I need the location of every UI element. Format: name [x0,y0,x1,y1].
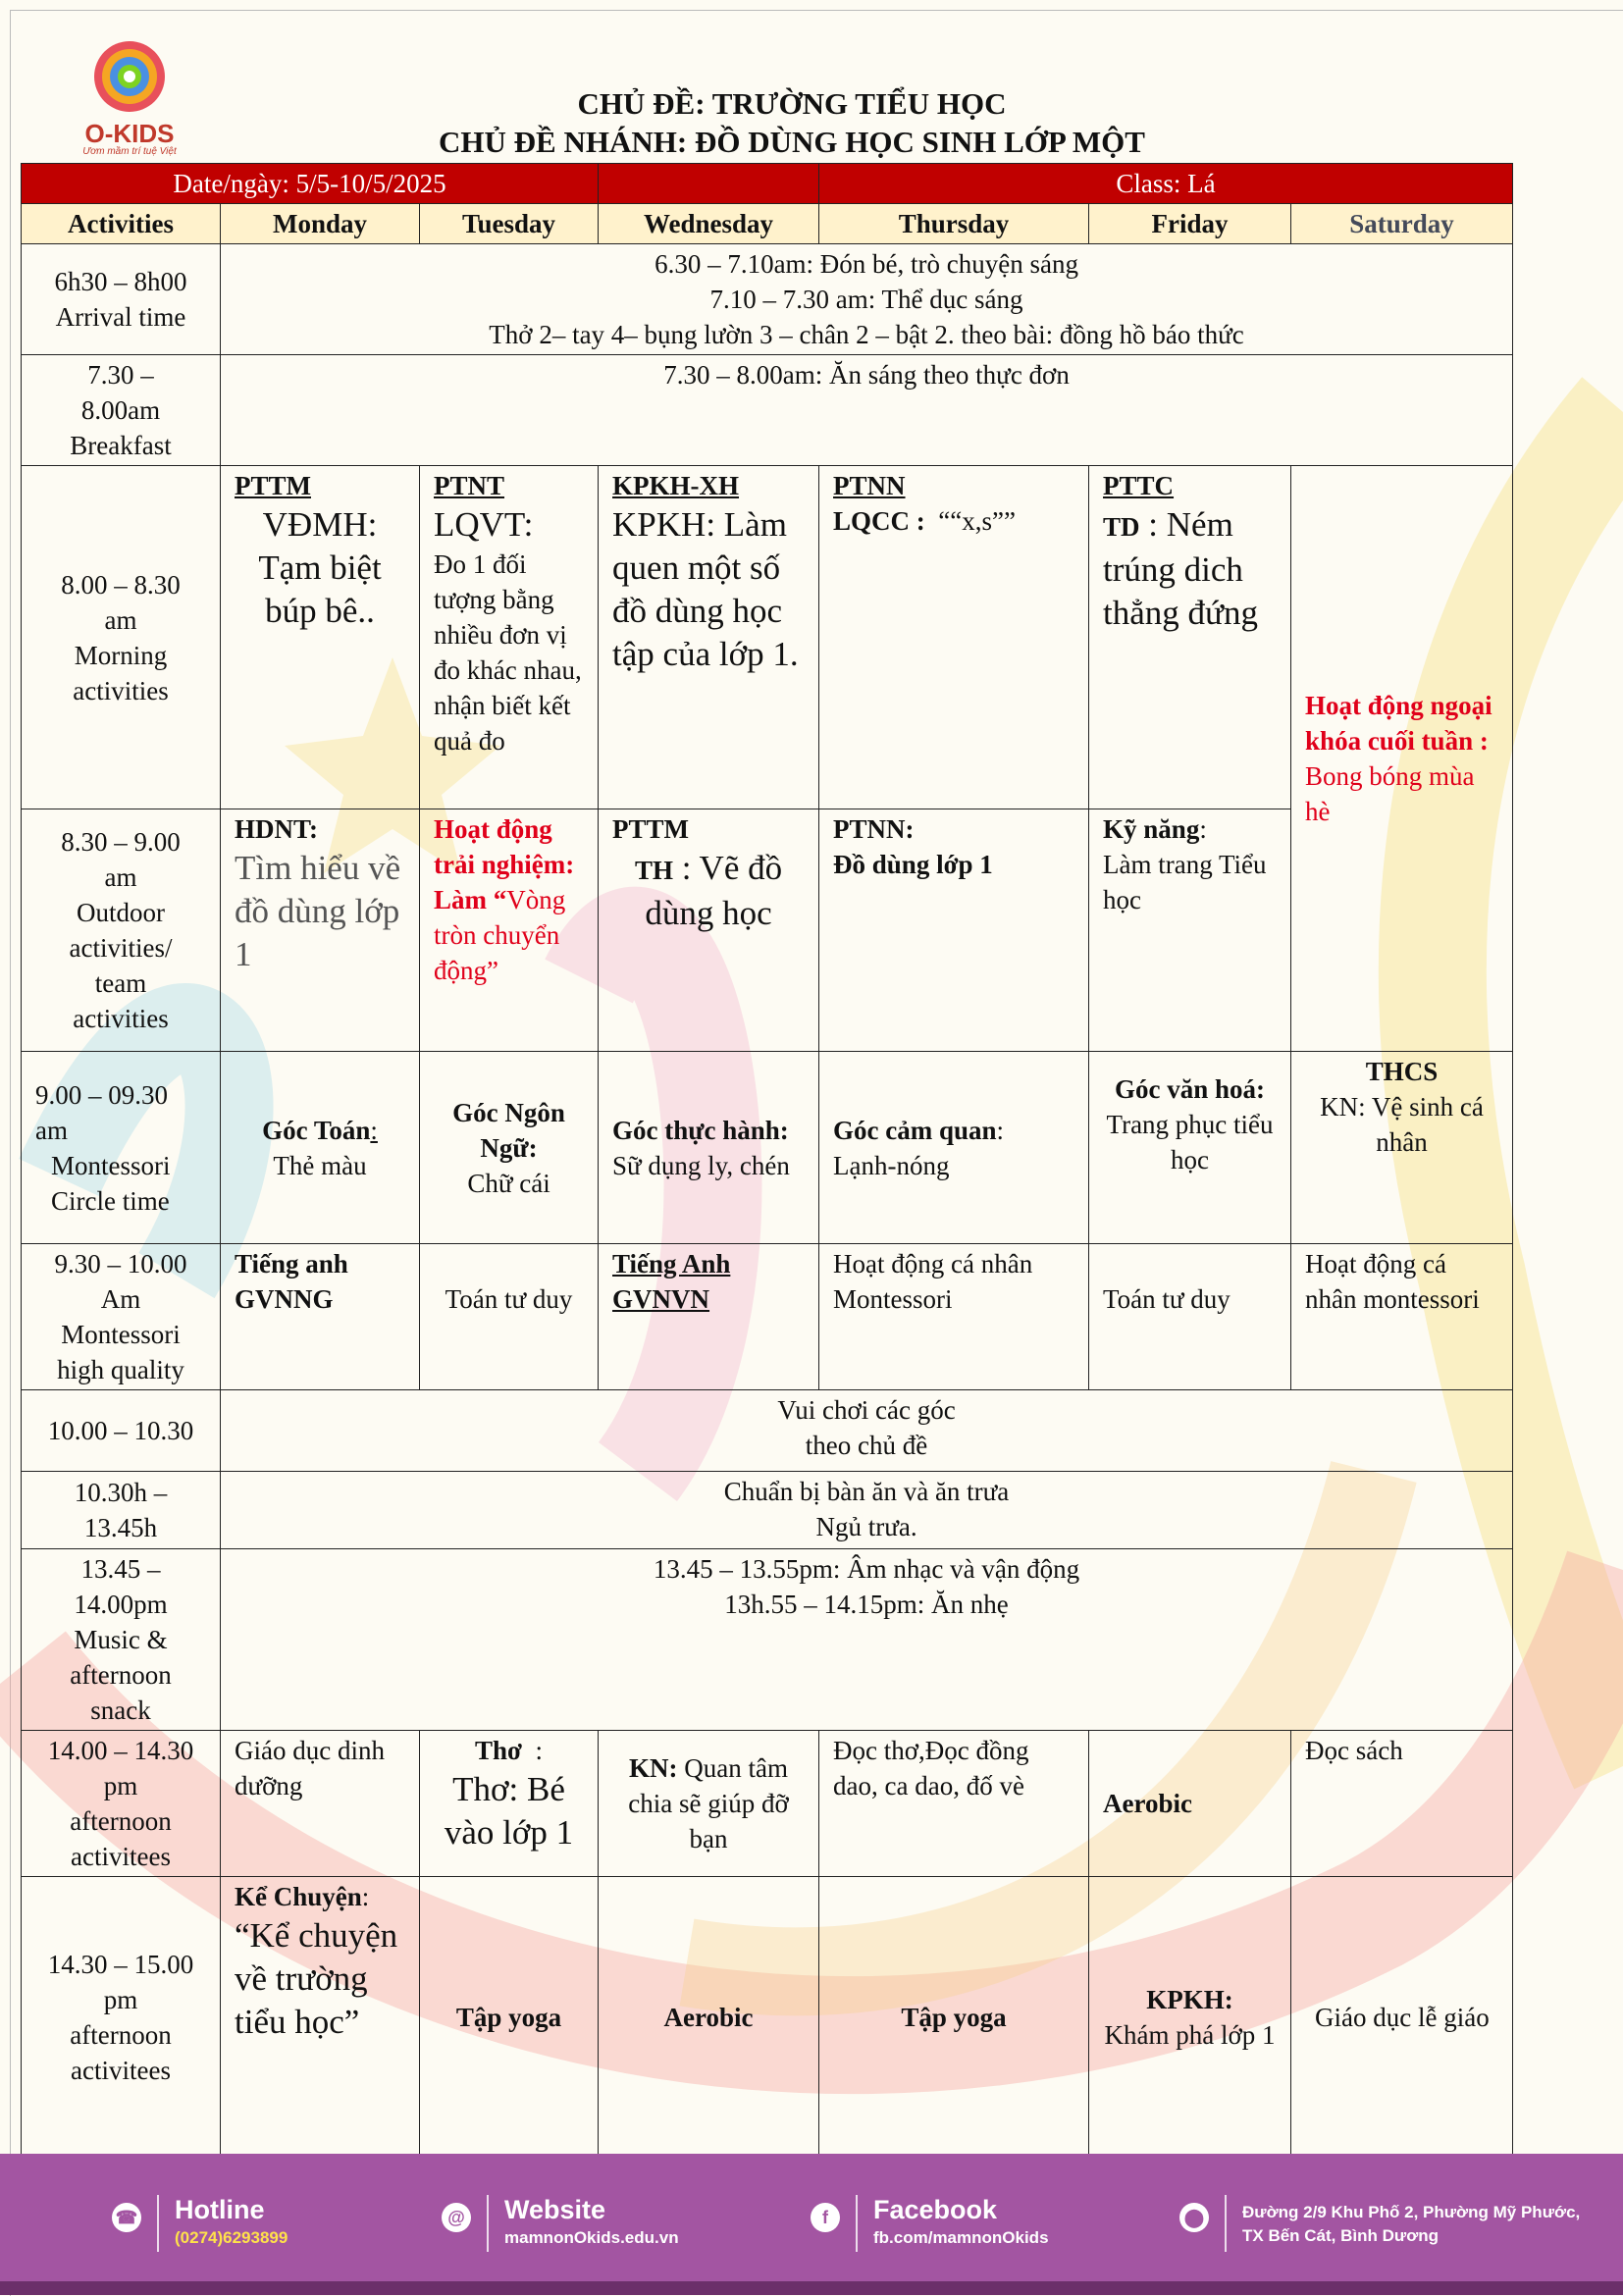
activity-text: GVNNG [235,1284,334,1314]
time-cell [22,1877,221,2158]
time-line: Outdoor [77,898,165,927]
phone-icon: ☎ [112,2203,141,2232]
subject-heading: KPKH-XH [612,471,740,500]
hotline-link[interactable]: (0274)6293899 [175,2228,288,2247]
monday-morning-cell [221,466,420,809]
activity-line: Chuẩn bị bàn ăn và ăn trưa [723,1477,1010,1506]
time-line: afternoon [70,2019,172,2050]
time-cell [22,1731,221,1877]
friday-hq-cell: Toán tư duy [1089,1244,1291,1390]
facebook-label: Facebook [873,2195,998,2224]
location-icon: ⬤ [1179,2203,1209,2232]
wednesday-afternoon1-cell [599,1731,819,1877]
subject-heading: PTTM [235,471,311,500]
facebook-link[interactable]: fb.com/mamnonOkids [873,2228,1049,2247]
time-cell [22,1052,221,1244]
wednesday-montessori-cell [599,1052,819,1244]
activity-text: Trang phục tiểu học [1106,1110,1274,1174]
time-line: am [104,604,137,635]
activity-text: Quan tâm chia sẽ giúp đỡ bạn [628,1753,789,1853]
day-header: Tuesday [420,204,599,244]
header-info-row [22,164,1513,204]
schedule-row-breakfast [22,355,1513,466]
activity-text: Khám phá lớp 1 [1104,2019,1276,2050]
subject-heading: Góc văn hoá: [1115,1074,1266,1104]
friday-afternoon2-cell [1089,1877,1291,2158]
thursday-morning-cell [819,466,1089,809]
time-line: afternoon [70,1806,172,1836]
time-line: activities/ [69,933,173,963]
heading-colon: : [996,1115,1005,1145]
time-line: Am [100,1284,141,1314]
website-link[interactable]: mamnonOkids.edu.vn [504,2228,679,2247]
activity-line: 13.45 – 13.55pm: Âm nhạc và vận động [653,1554,1080,1584]
thursday-hq-cell: Hoạt động cá nhân Montessori [819,1244,1089,1390]
activity-text: Đồ dùng lớp 1 [833,850,993,879]
day-header: Monday [221,204,420,244]
subject-heading: PTNN: [833,814,915,844]
time-line: high quality [57,1355,184,1384]
time-line: Morning [74,640,168,670]
day-header: Activities [22,204,221,244]
schedule-row-high-quality [22,1244,1513,1390]
activity-line: Vui chơi các góc [777,1395,956,1425]
subject-heading: Hoạt động ngoại khóa cuối tuần : [1305,691,1492,756]
time-line: 14.00pm [74,1590,168,1619]
activity-text: Tìm hiểu về đồ dùng lớp 1 [235,849,401,973]
activity-text: “Kể chuyện về trường tiểu học” [235,1916,398,2041]
wednesday-outdoor-cell [599,809,819,1052]
activity-text: Bong bóng mùa hè [1305,761,1475,826]
subject-heading: Tiếng Anh [612,1249,731,1278]
tuesday-montessori-cell [420,1052,599,1244]
tuesday-hq-cell: Toán tư duy [420,1244,599,1390]
tuesday-afternoon2-cell: Tập yoga [420,1877,599,2158]
activity-lead: LQCC : [833,506,925,536]
friday-montessori-cell [1089,1052,1291,1244]
time-line: pm [103,1984,138,2014]
time-cell [22,466,221,809]
weekly-schedule-table [21,163,1513,2158]
footer-divider [856,2195,858,2252]
time-line: 8.00 – 8.30 [61,569,181,600]
time-line: 13.45h [83,1513,158,1542]
activity-line: theo chủ đề [805,1431,928,1460]
monday-montessori-cell [221,1052,420,1244]
subject-heading: KPKH: [1146,1984,1233,2014]
wednesday-afternoon2-cell: Aerobic [599,1877,819,2158]
time-line: Montessori [51,1150,171,1180]
schedule-row-morning [22,466,1513,809]
time-cell [22,1549,221,1731]
activity-line: Thở 2– tay 4– bụng lườn 3 – chân 2 – bật 2. theo bài: đồng hồ báo thức [489,320,1244,349]
time-line: 13.45 – [80,1554,161,1584]
activity-text: ““x,s”” [938,506,1016,536]
time-line: 14.30 – 15.00 [47,1949,194,1979]
activity-lead: TH [634,856,673,885]
footer-bar [0,2154,1623,2295]
header-blank-cell [599,164,819,204]
time-line: 9.30 – 10.00 [54,1249,187,1278]
activity-text: Sữ dụng ly, chén [612,1150,790,1180]
saturday-montessori-cell [1291,1052,1513,1244]
day-header: Wednesday [599,204,819,244]
music-activity-cell [221,1549,1513,1731]
page-subtitle: CHỦ ĐỀ NHÁNH: ĐỒ DÙNG HỌC SINH LỚP MỘT [439,125,1145,159]
subject-heading: Thơ [475,1736,522,1765]
subject-heading: PTTM [612,814,690,844]
arrival-activity-cell [221,244,1513,355]
activity-text: : Ném trúng dich thẳng đứng [1103,505,1259,632]
footer-divider [487,2195,489,2252]
time-cell [22,809,221,1052]
heading-colon: : [1199,814,1207,844]
time-line: Montessori [61,1320,181,1349]
subject-heading: PTNT [434,471,505,500]
activity-line: 13h.55 – 14.15pm: Ăn nhẹ [724,1590,1009,1619]
corners-activity-cell [221,1390,1513,1472]
wednesday-hq-cell [599,1244,819,1390]
saturday-extracurricular-cell [1291,466,1513,1052]
subject-heading: Góc Ngôn Ngữ: [452,1097,565,1163]
day-header: Friday [1089,204,1291,244]
activity-lead: Làm “ [434,885,507,914]
tuesday-afternoon1-cell [420,1731,599,1877]
time-line: Circle time [51,1185,170,1216]
activity-text: Chữ cái [467,1168,550,1198]
monday-hq-cell [221,1244,420,1390]
time-line: team [94,968,147,998]
address-text [1242,2201,1580,2248]
schedule-row-arrival [22,244,1513,355]
activity-text: VĐMH: Tạm biệt búp bê.. [258,505,382,630]
time-line: Music & [74,1625,168,1654]
friday-morning-cell [1089,466,1291,809]
time-line: 8.30 – 9.00 [61,827,181,857]
time-line: activities [73,675,169,705]
subject-heading: Kỹ năng [1103,814,1200,844]
class-label: Class: Lá [819,164,1513,204]
subject-heading: THCS [1365,1057,1439,1086]
subject-heading: PTTC [1103,471,1175,500]
hotline-label: Hotline [175,2195,265,2224]
schedule-row-corners [22,1390,1513,1472]
heading-colon: : [535,1736,544,1765]
time-cell: 10.00 – 10.30 [22,1390,221,1472]
schedule-row-afternoon-1 [22,1731,1513,1877]
subject-heading: Hoạt động trải nghiệm: [434,814,575,879]
page-title: CHỦ ĐỀ: TRƯỜNG TIỂU HỌC [577,86,1007,121]
activity-line: Ngủ trưa. [815,1512,917,1541]
schedule-row-music [22,1549,1513,1731]
activity-text: KPKH: Làm quen một số đồ dùng học tập của lớp 1. [612,505,799,673]
subject-heading: Tiếng anh [235,1249,348,1278]
footer-bottom-band [0,2281,1623,2295]
monday-afternoon2-cell [221,1877,420,2158]
activity-text: Thẻ màu [273,1150,367,1180]
schedule-row-afternoon-2 [22,1877,1513,2158]
activity-text: Thơ: Bé vào lớp 1 [444,1770,574,1852]
friday-outdoor-cell [1089,809,1291,1052]
time-line: 7.30 – [87,360,154,390]
website-label: Website [504,2195,606,2224]
time-line: am [104,862,137,892]
saturday-afternoon2-cell: Giáo dục lễ giáo [1291,1877,1513,2158]
activity-text: Làm trang Tiểu học [1103,850,1267,914]
facebook-icon: f [811,2203,840,2232]
at-icon: @ [442,2203,471,2232]
subject-heading: Góc thực hành: [612,1115,789,1145]
lunch-activity-cell [221,1472,1513,1549]
activity-text: GVNVN [612,1284,710,1314]
schedule-row-montessori [22,1052,1513,1244]
time-line: Breakfast [70,431,172,460]
date-label: Date/ngày: 5/5-10/5/2025 [22,164,599,204]
activity-line: 7.10 – 7.30 am: Thể dục sáng [709,285,1023,314]
subject-heading: KN: [629,1753,678,1783]
footer-divider [157,2195,159,2252]
subject-heading: Kể Chuyện [235,1882,362,1911]
schedule-row-lunch [22,1472,1513,1549]
thursday-afternoon2-cell: Tập yoga [819,1877,1089,2158]
time-line: 9.00 – 09.30 [35,1079,168,1110]
time-line: activitees [71,1842,171,1871]
day-header: Saturday [1291,204,1513,244]
activity-lead: LQVT: [434,505,534,544]
activity-text: Đo 1 đối tượng bằng nhiều đơn vị đo khác nhau, nhận biết kết quả đo [434,549,582,756]
subject-heading: Góc cảm quan [833,1115,997,1145]
activity-lead: TD [1103,512,1140,542]
time-line: activities [73,1004,169,1033]
time-line: snack [90,1696,151,1725]
time-line: activitees [71,2055,171,2085]
logo-tagline: Ươm mầm trí tuệ Việt [82,146,177,157]
time-line: 6h30 – 8h00 [54,267,187,296]
breakfast-activity-cell: 7.30 – 8.00am: Ăn sáng theo thực đơn [221,355,1513,466]
time-cell [22,1472,221,1549]
saturday-afternoon1-cell: Đọc sách [1291,1731,1513,1877]
time-line: 8.00am [80,395,161,425]
monday-afternoon1-cell: Giáo dục dinh dưỡng [221,1731,420,1877]
thursday-outdoor-cell [819,809,1089,1052]
friday-afternoon1-cell: Aerobic [1089,1731,1291,1877]
activity-line: 6.30 – 7.10am: Đón bé, trò chuyện sáng [654,249,1078,279]
subject-heading: Góc Toán [262,1115,371,1145]
logo-brand-text: O-KIDS [84,119,175,148]
day-header: Thursday [819,204,1089,244]
thursday-montessori-cell [819,1052,1089,1244]
time-line: am [35,1115,68,1145]
address-line: TX Bến Cát, Bình Dương [1242,2226,1440,2245]
heading-colon: : [361,1882,370,1911]
subject-heading: HDNT: [235,814,318,844]
saturday-hq-cell: Hoạt động cá nhân montessori [1291,1244,1513,1390]
activity-text: Vòng tròn chuyển động” [434,885,566,985]
time-line: 14.00 – 14.30 [47,1736,194,1765]
monday-outdoor-cell [221,809,420,1052]
time-cell [22,1244,221,1390]
activity-text: Lạnh-nóng [833,1150,950,1180]
thursday-afternoon1-cell: Đọc thơ,Đọc đồng dao, ca dao, đố vè [819,1731,1089,1877]
time-line: pm [103,1771,138,1800]
time-line: Arrival time [55,302,186,332]
wednesday-morning-cell [599,466,819,809]
time-cell [22,355,221,466]
day-header-row [22,204,1513,244]
footer-divider [1225,2195,1227,2252]
activity-text: KN: Vệ sinh cá nhân [1320,1092,1484,1157]
time-cell [22,244,221,355]
time-line: 10.30h – [74,1478,168,1507]
schedule-row-outdoor [22,809,1513,1052]
tuesday-outdoor-cell [420,809,599,1052]
activity-text: : Vẽ đồ dùng học [645,849,783,932]
heading-colon: : [370,1115,378,1145]
subject-heading: PTNN [833,471,906,500]
address-line: Đường 2/9 Khu Phố 2, Phường Mỹ Phước, [1242,2203,1581,2221]
tuesday-morning-cell [420,466,599,809]
time-line: afternoon [70,1660,172,1690]
